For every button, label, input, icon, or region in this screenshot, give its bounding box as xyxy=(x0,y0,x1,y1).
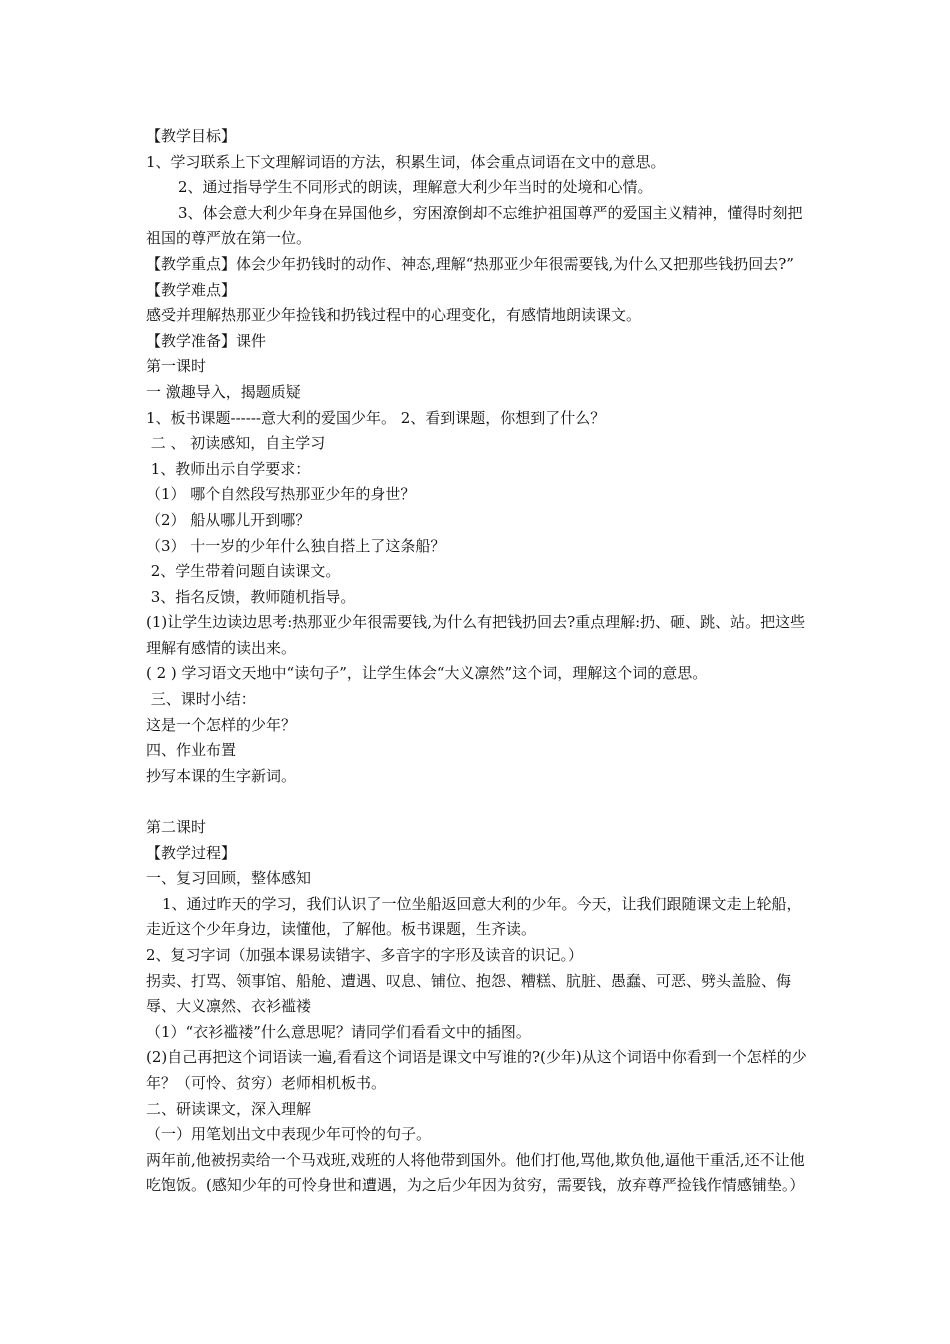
lesson1-question-1: （1） 哪个自然段写热那亚少年的身世？ xyxy=(146,485,416,504)
lesson-plan-text xyxy=(146,124,816,1199)
lesson2-word-list: 拐卖、打骂、领事馆、船舱、遭遇、叹息、铺位、抱怨、糟糕、肮脏、愚蠢、可恶、劈头盖脸、侮辱、大义凛然、衣衫褴褛 xyxy=(146,971,792,1016)
lesson1-section4-title: 四、作业布置 xyxy=(146,741,237,760)
lesson1-section3-title: 三、课时小结： xyxy=(146,690,256,709)
teaching-goals-heading: 【教学目标】 xyxy=(146,127,237,145)
preparation xyxy=(146,329,816,355)
difficult-point-text: 感受并理解热那亚少年捡钱和扔钱过程中的心理变化，有感情地朗读课文。 xyxy=(146,306,642,325)
difficult-point-heading: 【教学难点】 xyxy=(146,280,237,299)
lesson1-section2-item1: 1、教师出示自学要求： xyxy=(146,459,311,478)
lesson1-paragraph-2: ( 2 ) 学习语文天地中“读句子”，让学生体会“大义凛然”这个词，理解这个词的意思。 xyxy=(146,664,708,683)
lesson1-section1-line: 1、板书课题------意大利的爱国少年。 2、看到课题，你想到了什么？ xyxy=(146,408,606,427)
lesson1-section3-text: 这是一个怎样的少年？ xyxy=(146,715,297,734)
goal-item-2: 2、通过指导学生不同形式的朗读，理解意大利少年当时的处境和心情。 xyxy=(178,178,653,197)
lesson2-section1-title: 一、复习回顾，整体感知 xyxy=(146,869,312,888)
lesson2-section2-title: 二、研读课文，深入理解 xyxy=(146,1099,312,1118)
lesson1-question-3: （3） 十一岁的少年什么独自搭上了这条船？ xyxy=(146,536,446,555)
key-point-heading: 【教学重点】 xyxy=(146,254,237,273)
lesson1-section2-title: 二 、 初读感知，自主学习 xyxy=(146,434,326,453)
preparation-heading: 【教学准备】 xyxy=(146,331,237,350)
lesson1-section2-item2: 2、学生带着问题自读课文。 xyxy=(146,562,341,581)
lesson2-process-heading: 【教学过程】 xyxy=(146,843,237,862)
goal-item-1: 1、学习联系上下文理解词语的方法，积累生词，体会重点词语在文中的意思。 xyxy=(146,152,666,171)
lesson1-section1-title: 一 激趣导入，揭题质疑 xyxy=(146,382,301,401)
lesson1-section2-item3: 3、指名反馈，教师随机指导。 xyxy=(146,587,356,606)
lesson1-title: 第一课时 xyxy=(146,357,207,376)
lesson2-section1-paragraph-2: 2、复习字词（加强本课易读错字、多音字的字形及读音的识记。） xyxy=(146,946,584,964)
lesson2-section2-subtitle: （一）用笔划出文中表现少年可怜的句子。 xyxy=(146,1125,432,1144)
lesson2-section1-paragraph-1: 1、通过昨天的学习，我们认识了一位坐船返回意大利的少年。今天，让我们跟随课文走上轮船，走近这个少年身边，读懂他，了解他。板书课题，生齐读。 xyxy=(146,894,802,939)
lesson2-section2-paragraph: 两年前,他被拐卖给一个马戏班,戏班的人将他带到国外。他们打他,骂他,欺负他,逼他干重活,还不让他吃饱饭。(感知少年的可怜身世和遭遇，为之后少年因为贫穷，需要钱，放弃尊严捡钱作情感铺垫。） xyxy=(146,1150,805,1195)
blank-line xyxy=(146,789,816,815)
preparation-text: 课件 xyxy=(236,331,267,350)
lesson2-word-note-2: (2)自己再把这个词语读一遍,看看这个词语是课文中写谁的?(少年)从这个词语中你看到一个怎样的少年？（可怜、贫穷）老师相机板书。 xyxy=(146,1048,807,1092)
key-point xyxy=(146,252,816,278)
key-point-text: 体会少年扔钱时的动作、神态,理解“热那亚少年很需要钱,为什么又把那些钱扔回去?” xyxy=(236,254,794,273)
lesson2-title: 第二课时 xyxy=(146,818,207,837)
lesson1-question-2: （2） 船从哪儿开到哪？ xyxy=(146,510,311,529)
lesson2-word-note-1: （1）“衣衫褴褛”什么意思呢？请同学们看看文中的插图。 xyxy=(146,1022,531,1041)
lesson1-paragraph-1: (1)让学生边读边思考:热那亚少年很需要钱,为什么有把钱扔回去?重点理解:扔、砸、跳、站。把这些理解有感情的读出来。 xyxy=(146,613,806,657)
goal-item-3: 3、体会意大利少年身在异国他乡，穷困潦倒却不忘维护祖国尊严的爱国主义精神，懂得时刻把祖国的尊严放在第一位。 xyxy=(146,203,803,248)
lesson1-section4-text: 抄写本课的生字新词。 xyxy=(146,766,297,785)
